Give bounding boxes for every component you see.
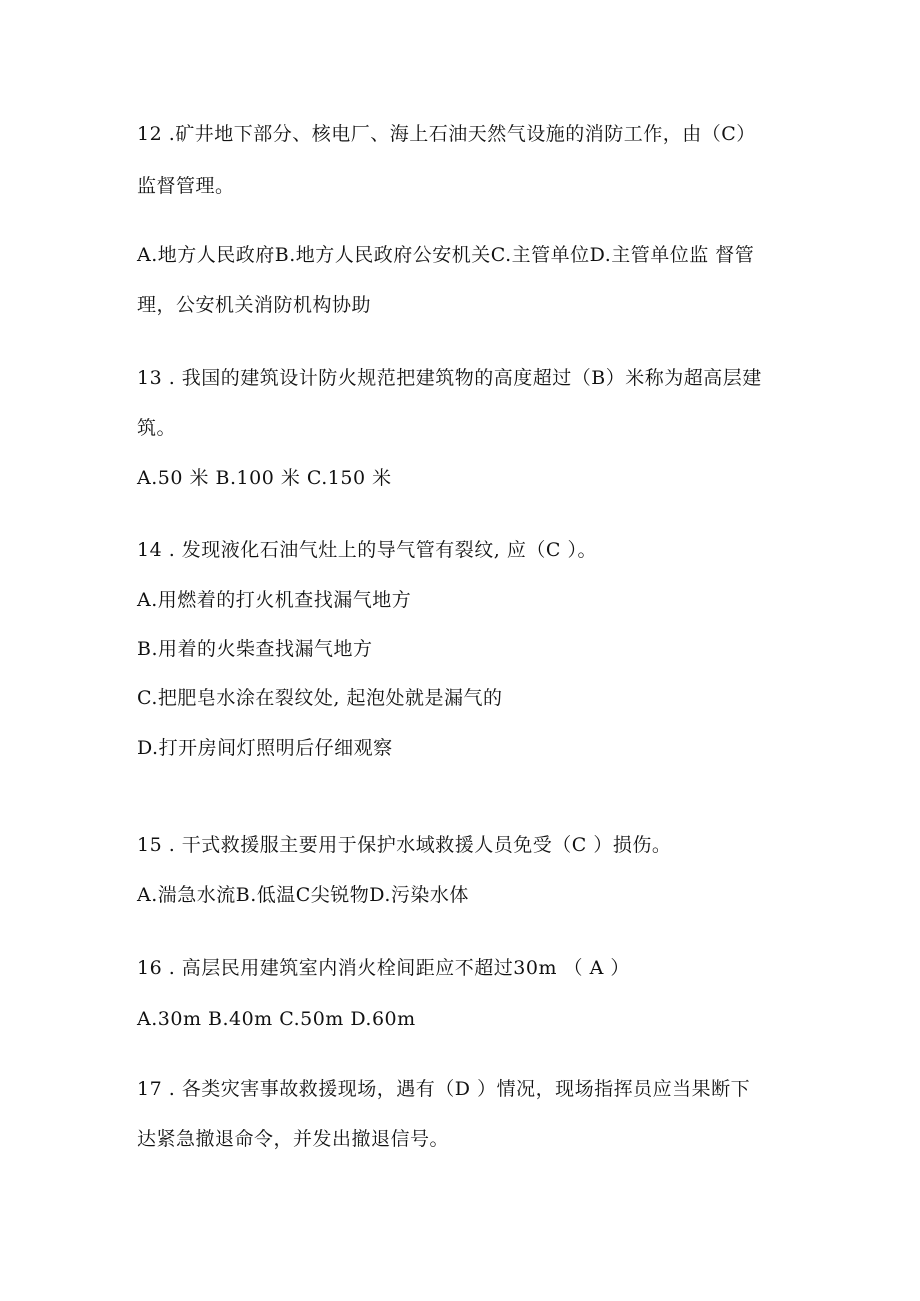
question-15-options: A.湍急水流B.低温C尖锐物D.污染水体 bbox=[137, 884, 469, 906]
question-17-line-2: 达紧急撤退命令，并发出撤退信号。 bbox=[137, 1128, 450, 1150]
question-14-option-a: A.用燃着的打火机查找漏气地方 bbox=[137, 589, 412, 611]
question-12-option-line-2: 理，公安机关消防机构协助 bbox=[137, 294, 372, 316]
question-13-options: A.50 米 B.100 米 C.150 米 bbox=[137, 467, 392, 489]
question-14-option-d: D.打开房间灯照明后仔细观察 bbox=[137, 737, 393, 759]
question-14-option-c: C.把肥皂水涂在裂纹处, 起泡处就是漏气的 bbox=[137, 687, 503, 709]
question-17-line-1: 17 . 各类灾害事故救援现场，遇有（D ）情况，现场指挥员应当果断下 bbox=[137, 1078, 751, 1100]
question-15-line-1: 15 . 干式救援服主要用于保护水域救援人员免受（C ）损伤。 bbox=[137, 834, 672, 856]
question-13-line-1: 13 . 我国的建筑设计防火规范把建筑物的高度超过（B）米称为超高层建 bbox=[137, 367, 762, 389]
question-14-option-b: B.用着的火柴查找漏气地方 bbox=[137, 638, 373, 660]
question-12-line-2: 监督管理。 bbox=[137, 175, 235, 197]
question-14-line-1: 14 . 发现液化石油气灶上的导气管有裂纹, 应（C ）。 bbox=[137, 539, 597, 561]
question-12-line-1: 12 .矿井地下部分、核电厂、海上石油天然气设施的消防工作，由（C） bbox=[137, 123, 756, 145]
question-16-line-1: 16 . 高层民用建筑室内消火栓间距应不超过30m （ A ） bbox=[137, 957, 630, 979]
question-12-option-line-1: A.地方人民政府B.地方人民政府公安机关C.主管单位D.主管单位监 督管 bbox=[137, 244, 755, 266]
question-16-options: A.30m B.40m C.50m D.60m bbox=[137, 1008, 416, 1030]
question-13-line-2: 筑。 bbox=[137, 417, 177, 439]
